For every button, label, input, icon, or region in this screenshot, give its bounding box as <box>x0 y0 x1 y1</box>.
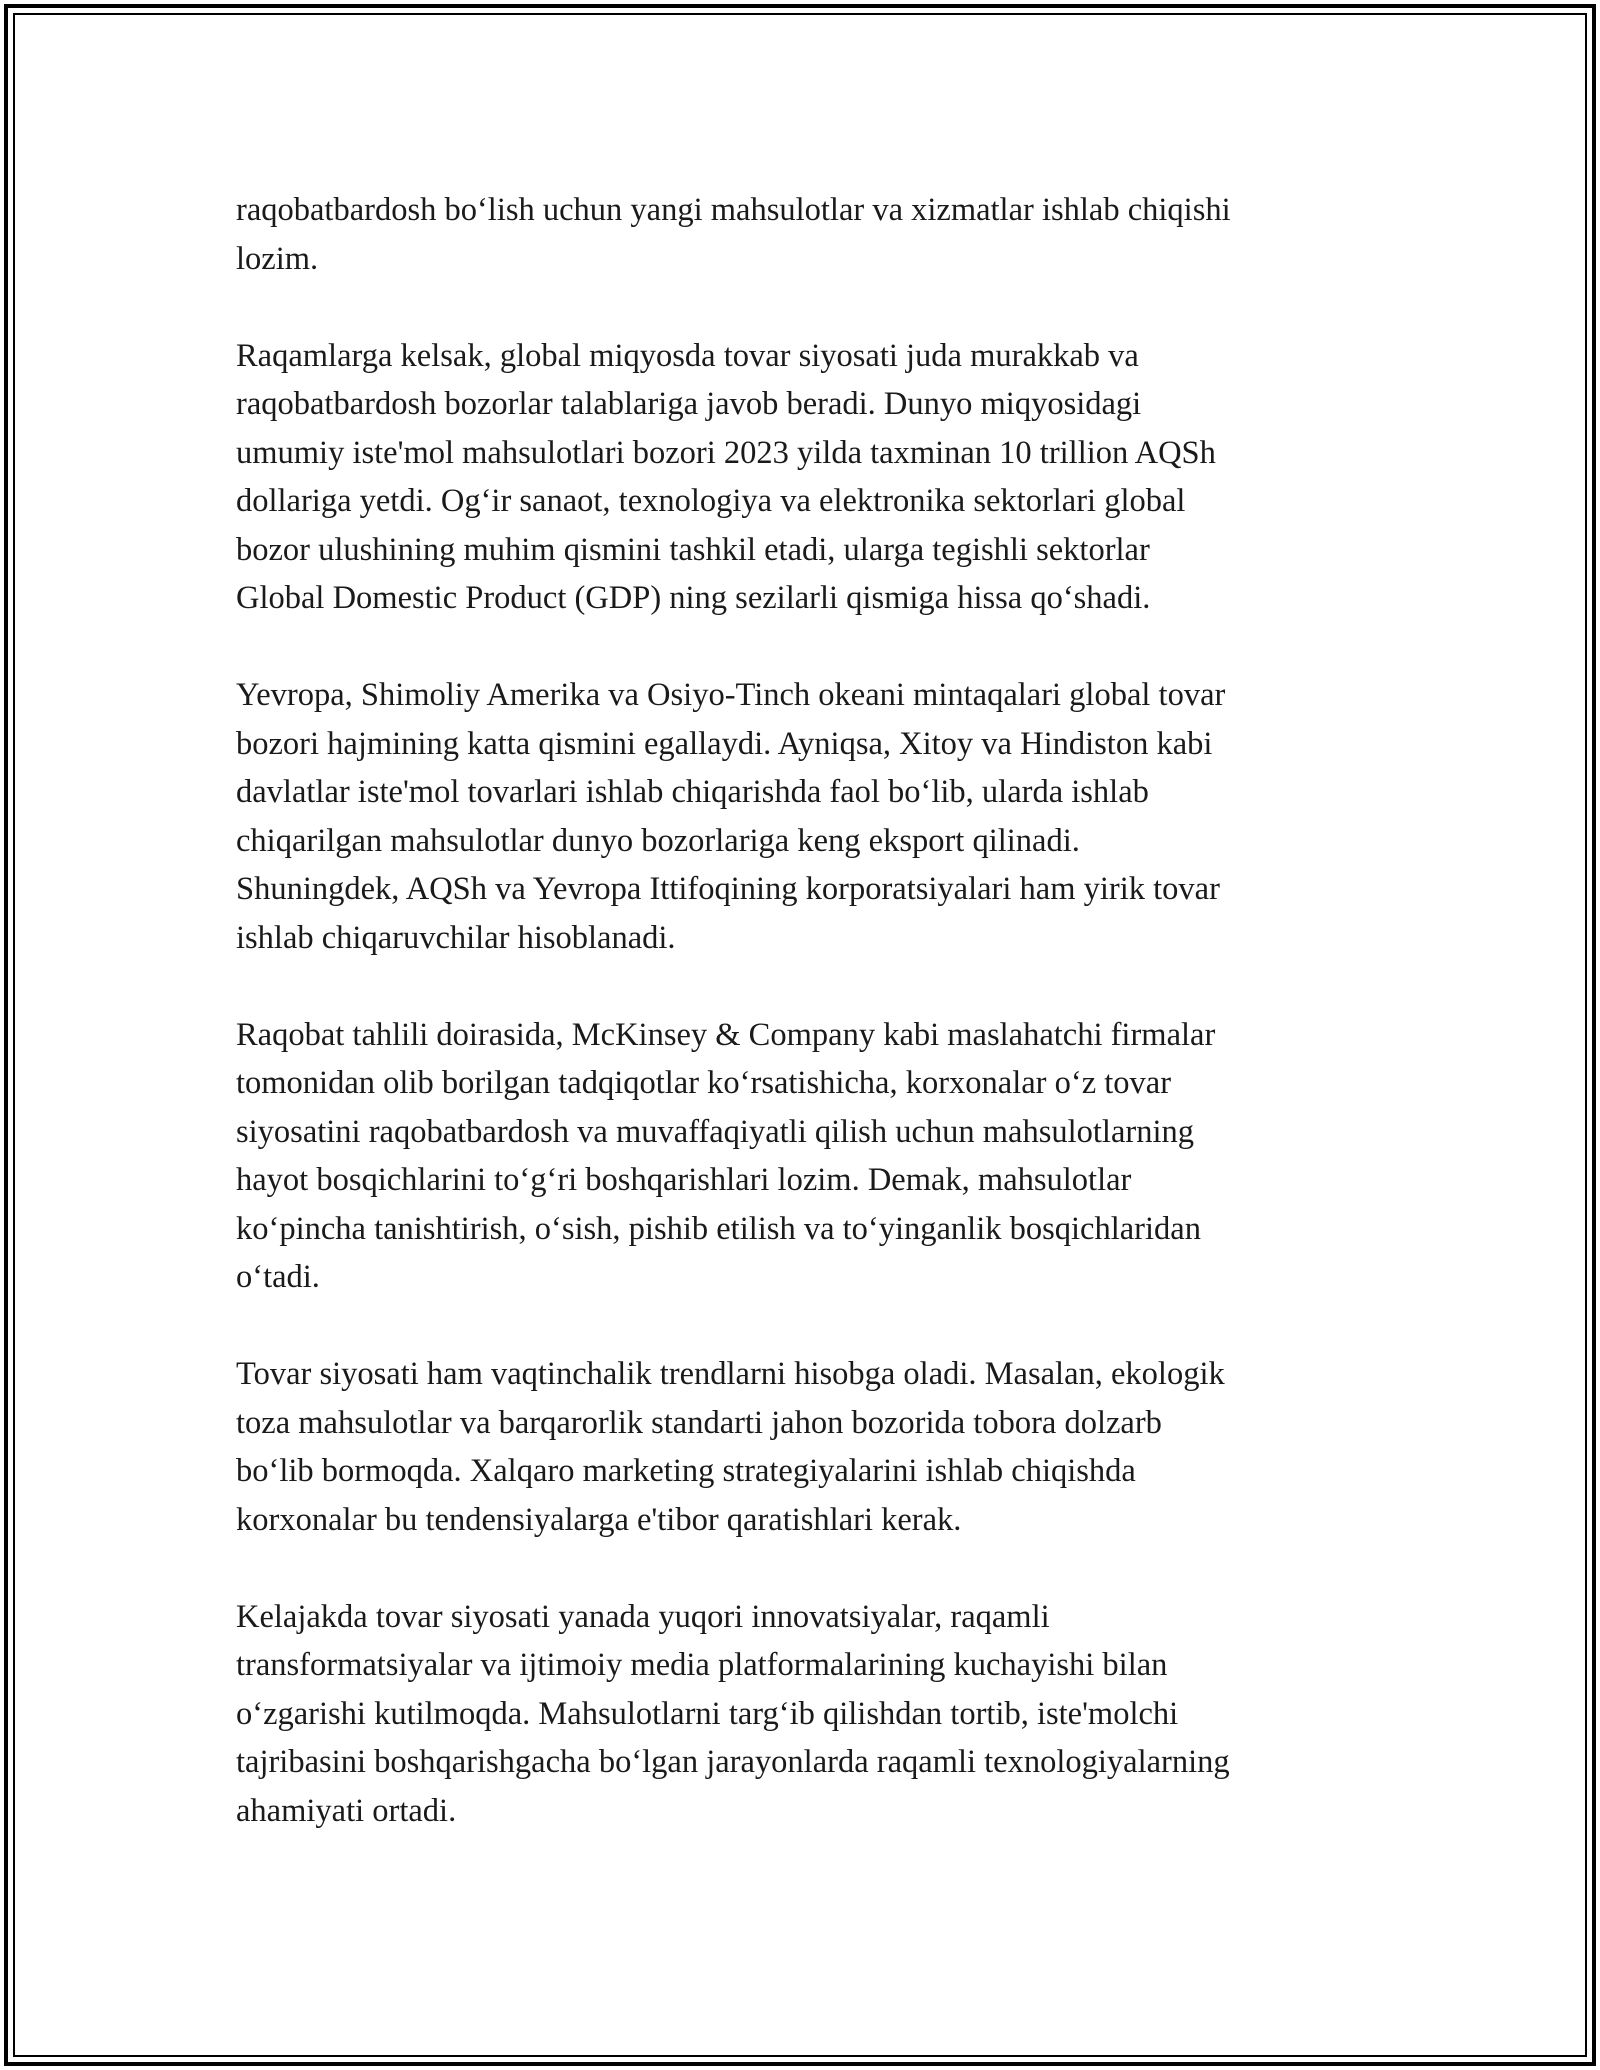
text-line: Global Domestic Product (GDP) ning sezilarli qismiga hissa qo‘shadi. <box>236 580 1151 616</box>
text-line: bo‘lib bormoqda. Xalqaro marketing strategiyalarini ishlab chiqishda <box>236 1453 1136 1489</box>
document-body <box>236 186 1366 1884</box>
text-line: Tovar siyosati ham vaqtinchalik trendlarni hisobga oladi. Masalan, ekologik <box>236 1356 1225 1392</box>
text-line: lozim. <box>236 240 319 277</box>
text-line: bozori hajmining katta qismini egallaydi. Ayniqsa, Xitoy va Hindiston kabi <box>236 725 1213 762</box>
paragraph <box>236 1350 1366 1544</box>
text-line: transformatsiyalar va ijtimoiy media platformalarining kuchayishi bilan <box>236 1647 1168 1683</box>
paragraph <box>236 1593 1366 1836</box>
text-line: davlatlar iste'mol tovarlari ishlab chiqarishda faol bo‘lib, ularda ishlab <box>236 774 1149 810</box>
text-line: o‘zgarishi kutilmoqda. Mahsulotlarni targ‘ib qilishdan tortib, iste'molchi <box>236 1695 1179 1732</box>
text-line: siyosatini raqobatbardosh va muvaffaqiyatli qilish uchun mahsulotlarning <box>236 1113 1194 1150</box>
text-line: ishlab chiqaruvchilar hisoblanadi. <box>236 919 676 956</box>
text-line: toza mahsulotlar va barqarorlik standarti jahon bozorida tobora dolzarb <box>236 1404 1162 1441</box>
paragraph <box>236 671 1366 962</box>
paragraph <box>236 186 1366 283</box>
text-line: Raqamlarga kelsak, global miqyosda tovar siyosati juda murakkab va <box>236 337 1139 374</box>
text-line: ko‘pincha tanishtirish, o‘sish, pishib etilish va to‘yinganlik bosqichlaridan <box>236 1210 1201 1247</box>
text-line: umumiy iste'mol mahsulotlari bozori 2023 yilda taxminan 10 trillion AQSh <box>236 434 1216 471</box>
text-line: bozor ulushining muhim qismini tashkil etadi, ularga tegishli sektorlar <box>236 531 1150 568</box>
text-line: Shuningdek, AQSh va Yevropa Ittifoqining korporatsiyalari ham yirik tovar <box>236 871 1220 907</box>
paragraph <box>236 332 1366 623</box>
text-line: Kelajakda tovar siyosati yanada yuqori innovatsiyalar, raqamli <box>236 1598 1050 1635</box>
text-line: tajribasini boshqarishgacha bo‘lgan jarayonlarda raqamli texnologiyalarning <box>236 1744 1230 1780</box>
text-line: hayot bosqichlarini to‘g‘ri boshqarishlari lozim. Demak, mahsulotlar <box>236 1162 1132 1198</box>
text-line: raqobatbardosh bozorlar talablariga javob beradi. Dunyo miqyosidagi <box>236 386 1142 422</box>
text-line: Raqobat tahlili doirasida, McKinsey & Company kabi maslahatchi firmalar <box>236 1016 1216 1053</box>
text-line: tomonidan olib borilgan tadqiqotlar ko‘rsatishicha, korxonalar o‘z tovar <box>236 1065 1172 1101</box>
text-line: korxonalar bu tendensiyalarga e'tibor qaratishlari kerak. <box>236 1501 962 1538</box>
text-line: Yevropa, Shimoliy Amerika va Osiyo-Tinch okeani mintaqalari global tovar <box>236 677 1226 713</box>
text-line: dollariga yetdi. Og‘ir sanaot, texnologiya va elektronika sektorlari global <box>236 483 1186 519</box>
text-line: raqobatbardosh bo‘lish uchun yangi mahsulotlar va xizmatlar ishlab chiqishi <box>236 192 1231 228</box>
paragraph <box>236 1011 1366 1302</box>
text-line: chiqarilgan mahsulotlar dunyo bozorlariga keng eksport qilinadi. <box>236 822 1080 859</box>
text-line: ahamiyati ortadi. <box>236 1792 457 1829</box>
text-line: o‘tadi. <box>236 1259 320 1295</box>
